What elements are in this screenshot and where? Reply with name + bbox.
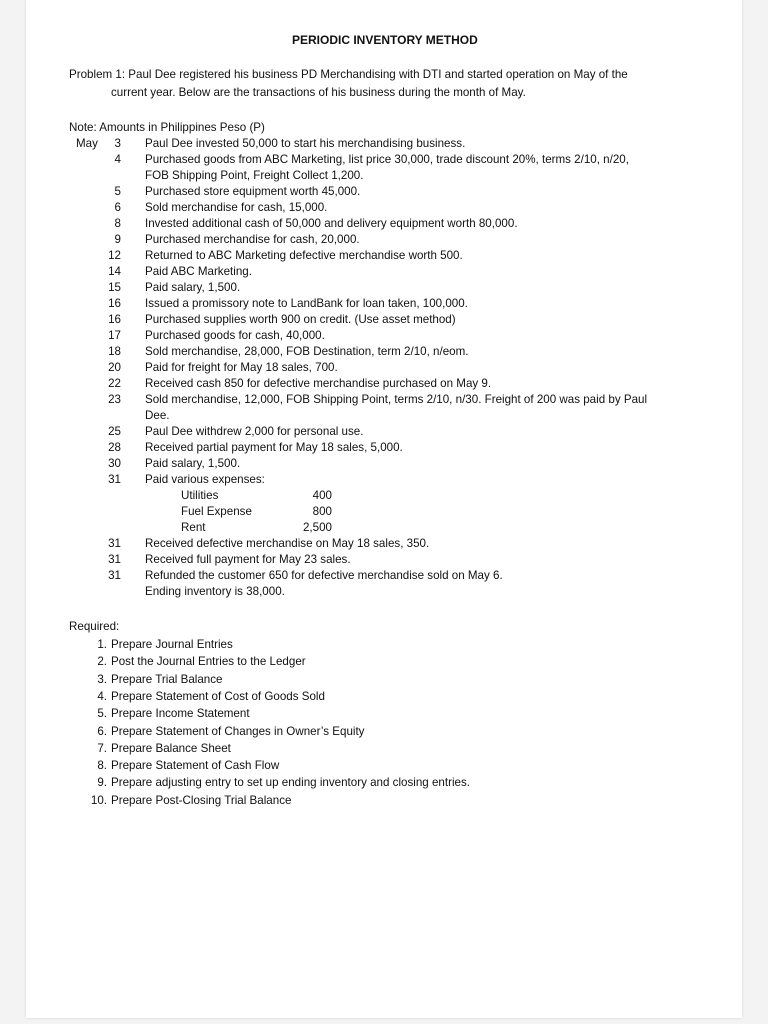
transaction-day: 18 — [108, 345, 121, 358]
transaction-day: 20 — [108, 361, 121, 374]
document-page — [26, 0, 742, 1018]
required-item: Prepare Statement of Cash Flow — [111, 759, 280, 773]
expense-amount: 2,500 — [302, 521, 332, 534]
transaction-text: Received cash 850 for defective merchandise purchased on May 9. — [145, 377, 492, 390]
transaction-text: Paul Dee invested 50,000 to start his merchandising business. — [145, 137, 466, 150]
month-label: May — [76, 137, 98, 150]
transaction-text: Paid salary, 1,500. — [145, 457, 241, 470]
document-title: PERIODIC INVENTORY METHOD — [292, 33, 478, 47]
required-item: Post the Journal Entries to the Ledger — [111, 655, 306, 669]
transaction-day: 30 — [108, 457, 121, 470]
transaction-text: FOB Shipping Point, Freight Collect 1,200. — [145, 169, 364, 182]
transaction-text: Invested additional cash of 50,000 and delivery equipment worth 80,000. — [145, 217, 518, 230]
required-item: Prepare Income Statement — [111, 707, 250, 721]
required-item: Prepare Trial Balance — [111, 672, 223, 686]
transaction-text: Purchased store equipment worth 45,000. — [145, 185, 361, 198]
required-item-number: 1. — [97, 638, 107, 651]
expense-amount: 400 — [312, 489, 332, 502]
transaction-text: Sold merchandise, 28,000, FOB Destination, term 2/10, n/eom. — [145, 345, 469, 358]
problem-text-line-1: Problem 1: Paul Dee registered his business PD Merchandising with DTI and started operation on May of the — [69, 68, 628, 81]
transaction-day: 16 — [108, 297, 121, 310]
required-item-number: 2. — [97, 655, 107, 669]
required-item-number: 4. — [97, 689, 107, 703]
required-item: Prepare adjusting entry to set up ending inventory and closing entries. — [111, 776, 470, 790]
transaction-text: Purchased goods from ABC Marketing, list price 30,000, trade discount 20%, terms 2/10, n/20, — [145, 153, 629, 166]
required-item-number: 3. — [97, 672, 107, 686]
transaction-text: Paid for freight for May 18 sales, 700. — [145, 361, 338, 374]
transaction-day: 31 — [108, 553, 121, 566]
transaction-day: 28 — [108, 441, 121, 454]
transaction-day: 8 — [114, 217, 121, 230]
transaction-text: Sold merchandise for cash, 15,000. — [145, 201, 328, 214]
transaction-day: 6 — [114, 201, 121, 214]
transaction-day: 23 — [108, 393, 121, 406]
required-item-number: 10. — [90, 793, 107, 807]
transaction-text: Received partial payment for May 18 sales, 5,000. — [145, 441, 403, 454]
transaction-day: 31 — [108, 537, 121, 550]
expense-name: Utilities — [181, 489, 219, 502]
transaction-text: Purchased supplies worth 900 on credit. (Use asset method) — [145, 313, 456, 326]
transaction-day: 17 — [108, 329, 121, 342]
transaction-day: 3 — [114, 137, 121, 150]
transaction-text: Refunded the customer 650 for defective merchandise sold on May 6. — [145, 569, 503, 582]
required-item: Prepare Post-Closing Trial Balance — [111, 793, 292, 807]
transaction-text: Purchased merchandise for cash, 20,000. — [145, 233, 360, 246]
required-item: Prepare Journal Entries — [111, 638, 233, 651]
transaction-day: 15 — [108, 281, 121, 294]
transaction-day: 12 — [108, 249, 121, 262]
transaction-day: 16 — [108, 313, 121, 326]
required-item-number: 6. — [97, 724, 107, 738]
transaction-text: Issued a promissory note to LandBank for loan taken, 100,000. — [145, 297, 468, 310]
required-item: Prepare Statement of Changes in Owner’s Equity — [111, 724, 365, 738]
transaction-text: Received full payment for May 23 sales. — [145, 553, 351, 566]
transaction-text: Paul Dee withdrew 2,000 for personal use. — [145, 425, 364, 438]
transaction-day: 14 — [108, 265, 121, 278]
expense-amount: 800 — [312, 505, 332, 518]
required-item-number: 5. — [97, 707, 107, 721]
transaction-day: 31 — [108, 473, 121, 486]
transaction-text: Purchased goods for cash, 40,000. — [145, 329, 325, 342]
transaction-text: Returned to ABC Marketing defective merchandise worth 500. — [145, 249, 463, 262]
required-item-number: 8. — [97, 759, 107, 773]
currency-note: Note: Amounts in Philippines Peso (P) — [69, 121, 265, 134]
required-item-number: 9. — [97, 776, 107, 790]
transaction-text: Paid various expenses: — [145, 473, 265, 486]
required-heading: Required: — [69, 620, 120, 633]
transaction-day: 31 — [108, 569, 121, 582]
expense-name: Rent — [181, 521, 206, 534]
transaction-text: Sold merchandise, 12,000, FOB Shipping Point, terms 2/10, n/30. Freight of 200 was paid by Paul — [145, 393, 648, 406]
transaction-text: Dee. — [145, 409, 170, 422]
transaction-day: 22 — [108, 377, 121, 390]
transaction-text: Ending inventory is 38,000. — [145, 585, 285, 598]
transaction-text: Received defective merchandise on May 18 sales, 350. — [145, 537, 430, 550]
transaction-day: 5 — [114, 185, 121, 198]
transaction-text: Paid salary, 1,500. — [145, 281, 241, 294]
transaction-day: 25 — [108, 425, 121, 438]
required-item: Prepare Statement of Cost of Goods Sold — [111, 689, 325, 703]
transaction-text: Paid ABC Marketing. — [145, 265, 252, 278]
required-item: Prepare Balance Sheet — [111, 741, 231, 755]
problem-text-line-2: current year. Below are the transactions of his business during the month of May. — [111, 86, 526, 99]
transaction-day: 4 — [114, 153, 121, 166]
transaction-day: 9 — [114, 233, 121, 246]
required-item-number: 7. — [97, 741, 107, 755]
expense-name: Fuel Expense — [181, 505, 252, 518]
